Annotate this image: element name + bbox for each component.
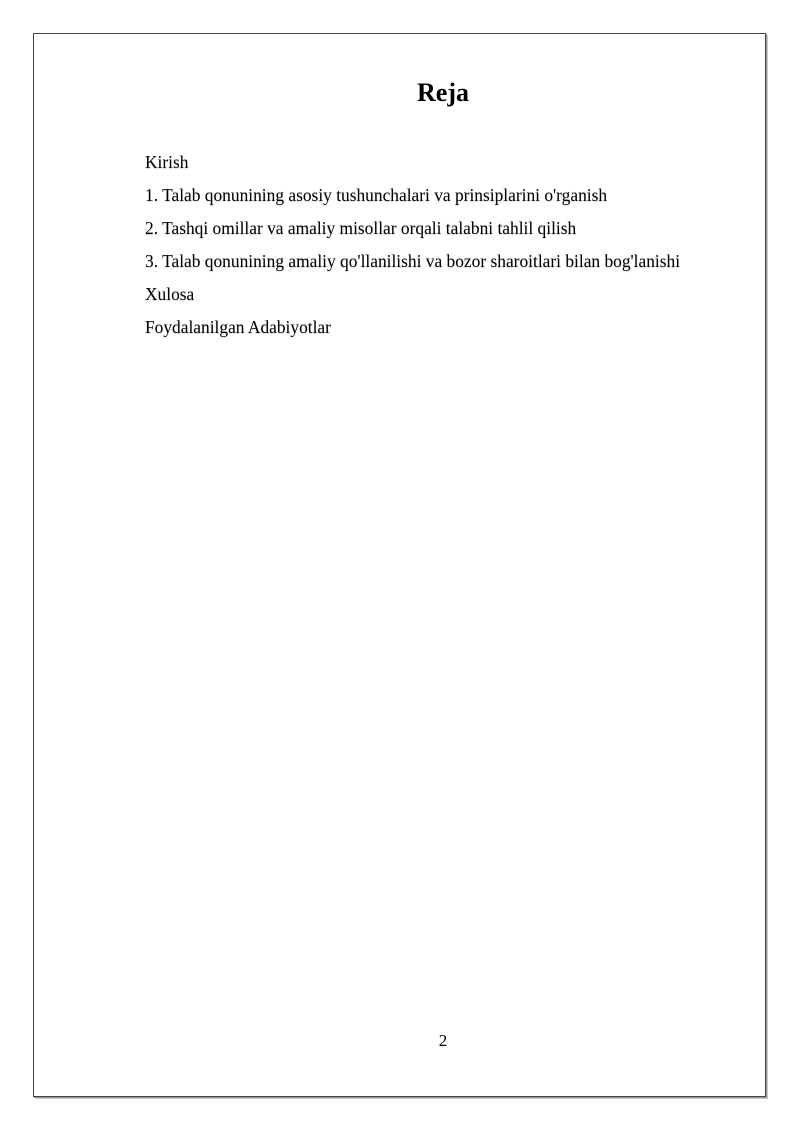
table-of-contents <box>145 146 680 344</box>
page-number: 2 <box>438 1031 448 1050</box>
toc-item-references: Foydalanilgan Adabiyotlar <box>145 317 331 337</box>
toc-item-section-3: 3. Talab qonunining amaliy qo'llanilishi va bozor sharoitlari bilan bog'lanishi <box>145 251 681 271</box>
toc-item-conclusion: Xulosa <box>145 284 195 304</box>
page-title: Reja <box>417 78 469 107</box>
toc-item-section-2: 2. Tashqi omillar va amaliy misollar orqali talabni tahlil qilish <box>145 218 577 238</box>
toc-item-introduction: Kirish <box>145 152 189 172</box>
toc-item-section-1: 1. Talab qonunining asosiy tushunchalari va prinsiplarini o'rganish <box>145 185 608 205</box>
